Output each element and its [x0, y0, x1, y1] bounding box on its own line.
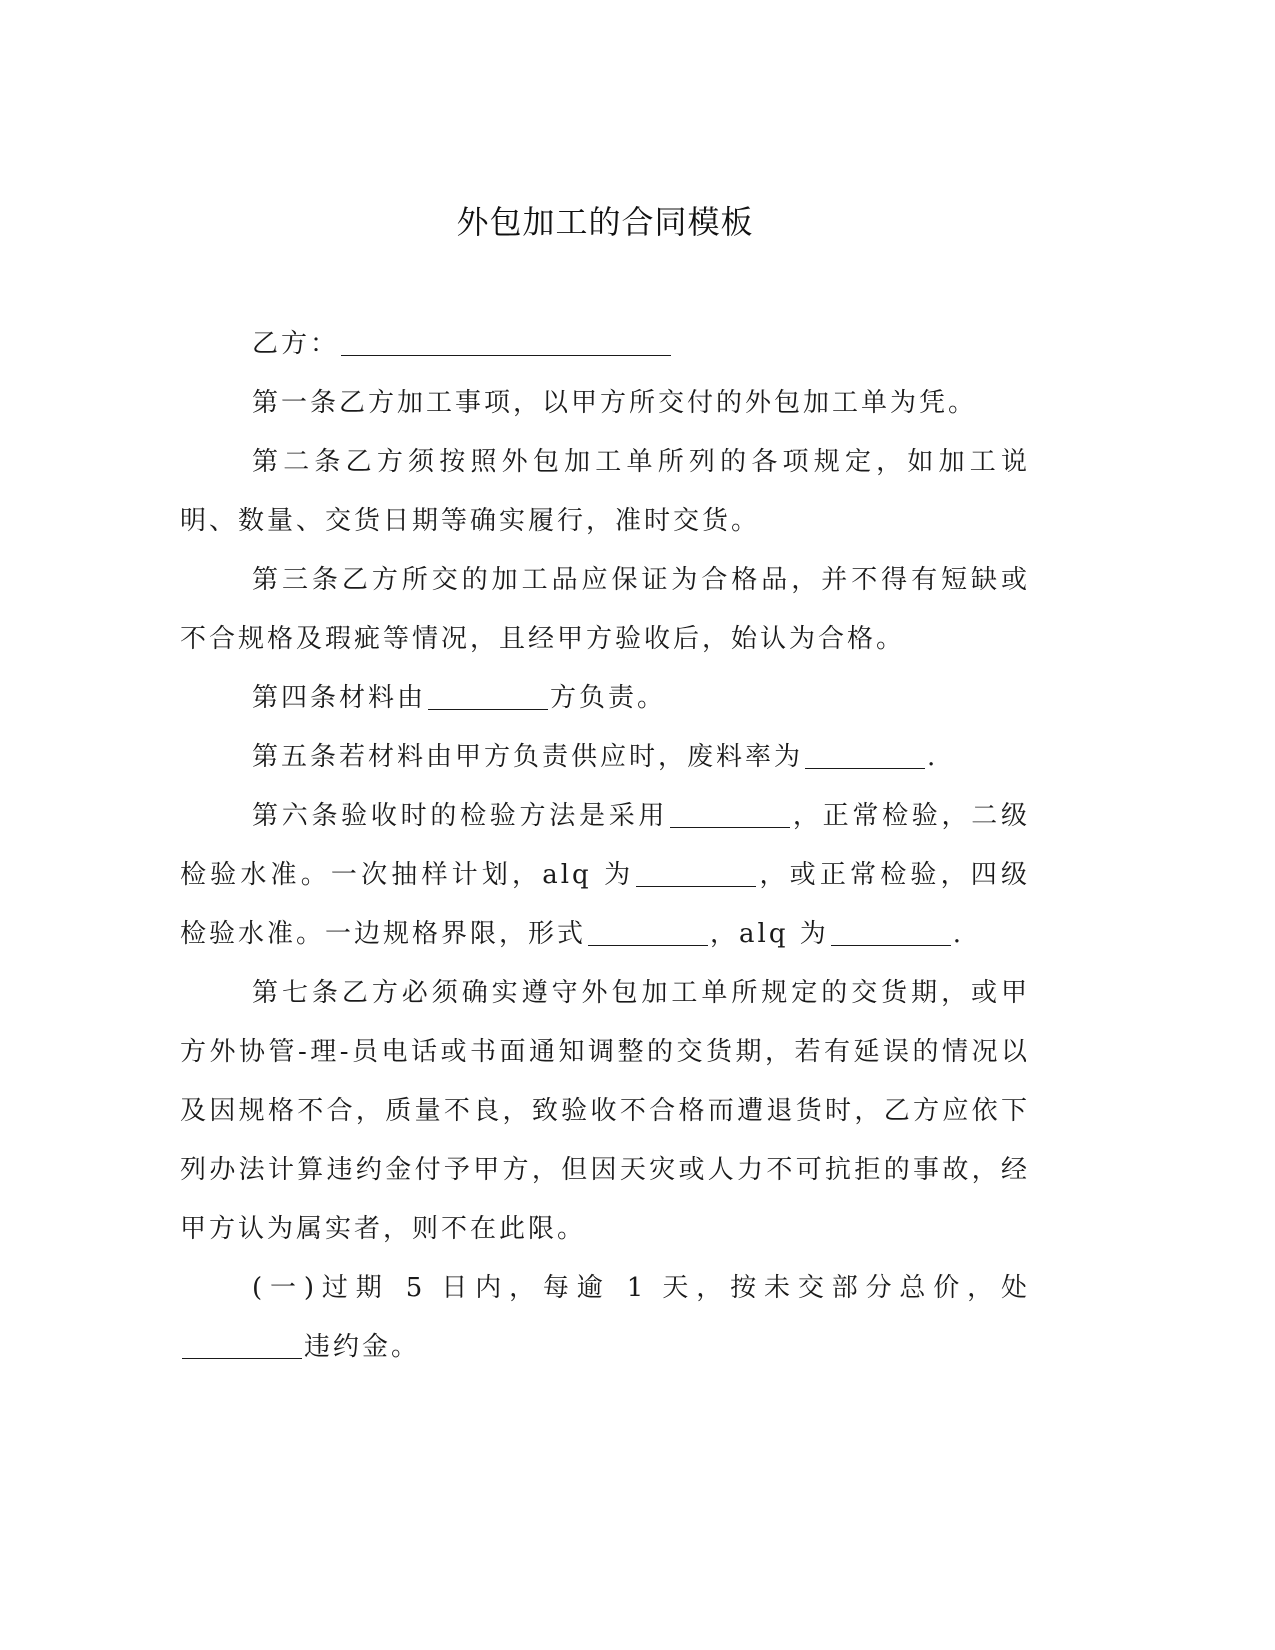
article-1: 第一条乙方加工事项，以甲方所交付的外包加工单为凭。	[252, 388, 978, 418]
article-5-text: 第五条若材料由甲方负责供应时，废料率为	[252, 742, 804, 772]
article-6	[180, 787, 1030, 964]
party-b-blank	[341, 325, 671, 356]
material-party-blank	[428, 679, 548, 710]
article-2: 第二条乙方须按照外包加工单所列的各项规定，如加工说明、数量、交货日期等确实履行，准时交货。	[180, 447, 1030, 536]
article-5-text-end: .	[927, 742, 939, 772]
article-6-text-2: ，正常检验，二级检验水准。一次抽样计划，alq 为	[180, 801, 1030, 890]
article-6-text-3: ，或正常检验，四级检验水准。一边规格界限，形式	[180, 860, 1030, 949]
article-6-text-4: ，alq 为	[710, 919, 829, 949]
clause-1	[180, 1259, 1030, 1377]
article-4-text-end: 方负责。	[550, 683, 667, 713]
alq-blank-2	[831, 915, 951, 946]
document-body	[180, 315, 1030, 1377]
inspection-method-blank	[670, 797, 790, 828]
article-4	[180, 669, 1030, 728]
article-7: 第七条乙方必须确实遵守外包加工单所规定的交货期，或甲方外协管-理-员电话或书面通知调整的交货期，若有延误的情况以及因规格不合，质量不良，致验收不合格而遭退货时，乙方应依下列办法计算违约金付予甲方，但因天灾或人力不可抗拒的事故，经甲方认为属实者，则不在此限。	[180, 978, 1030, 1244]
party-b-line	[180, 315, 1030, 374]
penalty-blank	[182, 1328, 302, 1359]
alq-blank-1	[636, 856, 756, 887]
article-6-text-end: .	[952, 919, 965, 949]
article-3: 第三条乙方所交的加工品应保证为合格品，并不得有短缺或不合规格及瑕疵等情况，且经甲方验收后，始认为合格。	[180, 565, 1030, 654]
clause-1-text: (一)过期 5 日内，每逾 1 天，按未交部分总价，处	[252, 1273, 1030, 1303]
article-5	[180, 728, 1030, 787]
party-b-label: 乙方：	[252, 329, 340, 359]
article-6-text: 第六条验收时的检验方法是采用	[252, 801, 669, 831]
scrap-rate-blank	[805, 738, 925, 769]
form-blank	[588, 915, 708, 946]
article-4-text: 第四条材料由	[252, 683, 427, 713]
document-title: 外包加工的合同模板	[456, 203, 754, 241]
clause-1-text-end: 违约金。	[304, 1332, 421, 1362]
